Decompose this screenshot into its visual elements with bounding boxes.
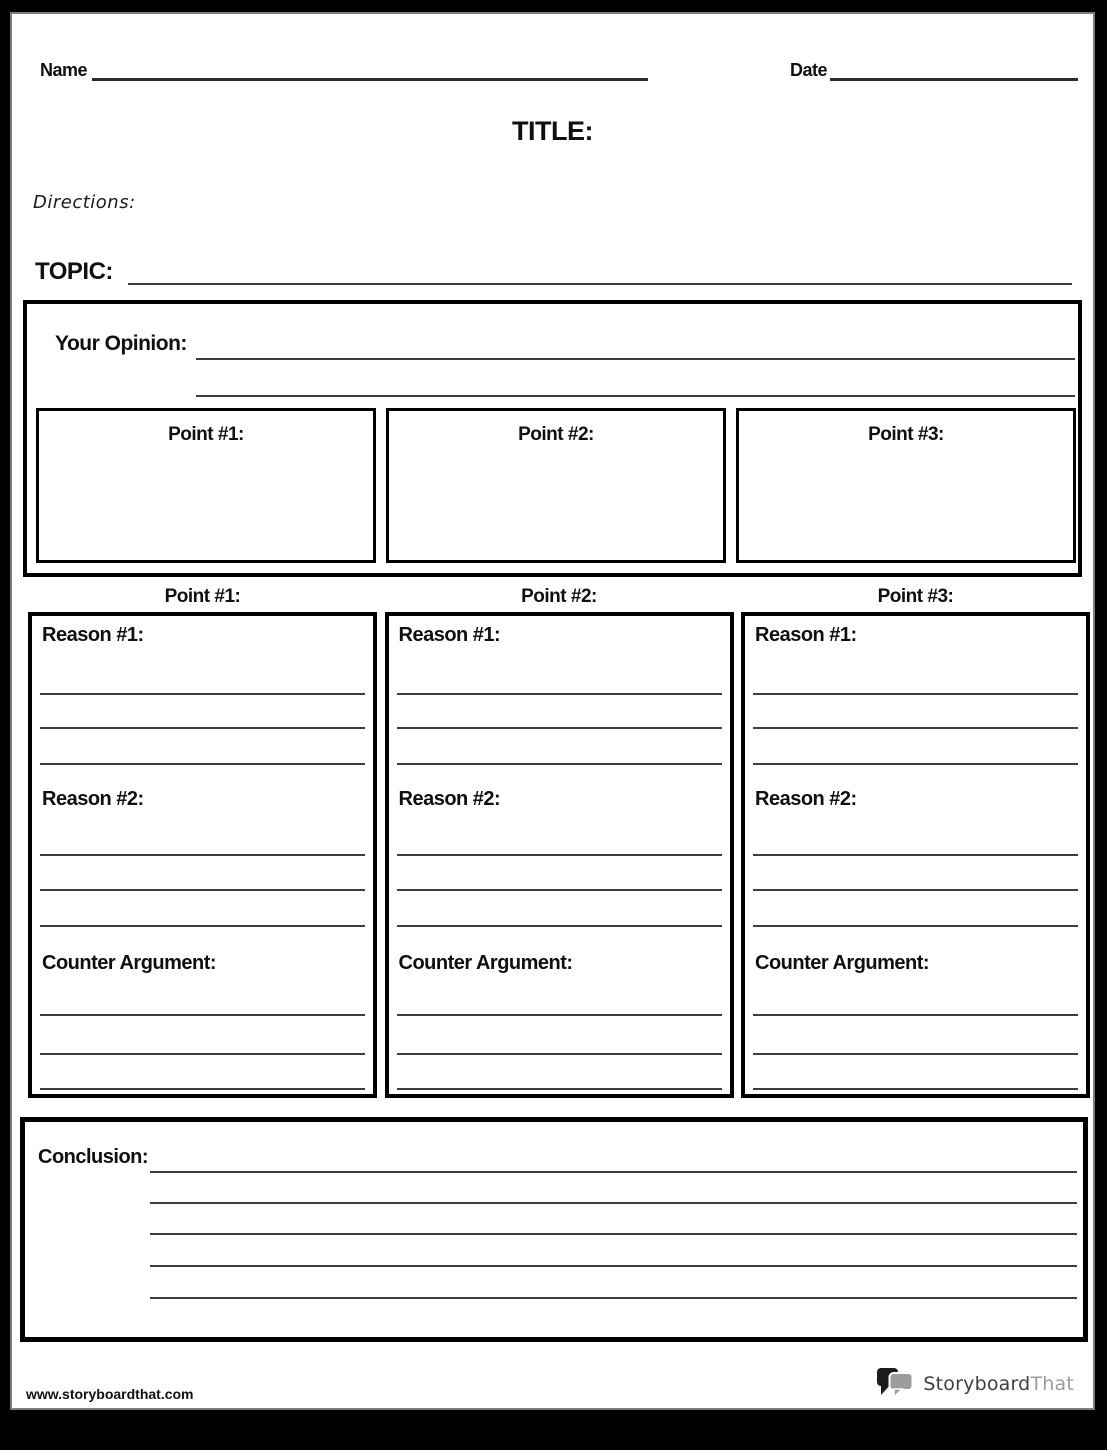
writing-line [40, 1014, 365, 1016]
point-1-label: Point #1: [168, 424, 244, 445]
conclusion-box [20, 1117, 1088, 1342]
your-opinion-label: Your Opinion: [55, 332, 187, 355]
opinion-box [23, 300, 1082, 577]
writing-line [753, 727, 1078, 729]
writing-line [753, 1088, 1078, 1090]
writing-line [150, 1233, 1077, 1235]
writing-line [40, 693, 365, 695]
worksheet-title: TITLE: [512, 116, 593, 146]
column-headers-row [28, 586, 1090, 608]
writing-line [150, 1265, 1077, 1267]
writing-line [40, 925, 365, 927]
logo-text-primary: Storyboard [923, 1373, 1031, 1395]
writing-line [753, 693, 1078, 695]
writing-line [753, 854, 1078, 856]
name-label: Name [40, 60, 88, 80]
date-label: Date [790, 60, 828, 80]
writing-line [40, 1053, 365, 1055]
writing-line [397, 889, 722, 891]
argument-column-3 [741, 612, 1090, 1098]
point-boxes-row [36, 408, 1076, 563]
writing-line [150, 1171, 1077, 1173]
point-3-box [736, 408, 1076, 563]
opinion-writing-line [196, 358, 1075, 360]
worksheet-page [10, 12, 1095, 1410]
writing-line [397, 763, 722, 765]
writing-line [753, 763, 1078, 765]
topic-label: TOPIC: [35, 258, 113, 285]
name-writing-line [92, 78, 648, 81]
topic-writing-line [128, 283, 1072, 285]
writing-line [40, 854, 365, 856]
writing-line [753, 889, 1078, 891]
writing-line [150, 1297, 1077, 1299]
website-url: www.storyboardthat.com [26, 1386, 194, 1402]
writing-line [397, 1053, 722, 1055]
column-3-header: Point #3: [877, 586, 954, 607]
speech-bubbles-icon [876, 1367, 916, 1401]
reason-2-label: Reason #2: [398, 788, 501, 810]
counter-argument-label: Counter Argument: [398, 952, 573, 974]
writing-line [397, 1014, 722, 1016]
writing-line [40, 1088, 365, 1090]
writing-line [753, 1014, 1078, 1016]
reason-1-label: Reason #1: [398, 624, 501, 646]
writing-line [397, 925, 722, 927]
writing-line [397, 1088, 722, 1090]
writing-line [40, 727, 365, 729]
counter-argument-label: Counter Argument: [42, 952, 217, 974]
directions-label: Directions: [33, 192, 136, 213]
reason-2-label: Reason #2: [42, 788, 144, 810]
writing-line [40, 763, 365, 765]
reason-1-label: Reason #1: [755, 624, 857, 646]
logo-text-secondary: That [1030, 1373, 1074, 1395]
argument-columns-row [28, 612, 1090, 1098]
conclusion-label: Conclusion: [38, 1146, 149, 1168]
point-2-box [386, 408, 726, 563]
reason-2-label: Reason #2: [755, 788, 857, 810]
writing-line [40, 889, 365, 891]
writing-line [753, 925, 1078, 927]
column-1-header: Point #1: [164, 586, 241, 607]
counter-argument-label: Counter Argument: [755, 952, 930, 974]
point-1-box [36, 408, 376, 563]
writing-line [397, 693, 722, 695]
reason-1-label: Reason #1: [42, 624, 144, 646]
argument-column-2 [385, 612, 734, 1098]
writing-line [753, 1053, 1078, 1055]
opinion-writing-line [196, 395, 1075, 397]
date-writing-line [830, 78, 1078, 81]
writing-line [397, 854, 722, 856]
point-3-label: Point #3: [868, 424, 944, 445]
point-2-label: Point #2: [518, 424, 594, 445]
writing-line [397, 727, 722, 729]
column-2-header: Point #2: [521, 586, 597, 607]
storyboardthat-logo [876, 1366, 1074, 1402]
logo-text [923, 1373, 1074, 1395]
writing-line [150, 1202, 1077, 1204]
argument-column-1 [28, 612, 377, 1098]
